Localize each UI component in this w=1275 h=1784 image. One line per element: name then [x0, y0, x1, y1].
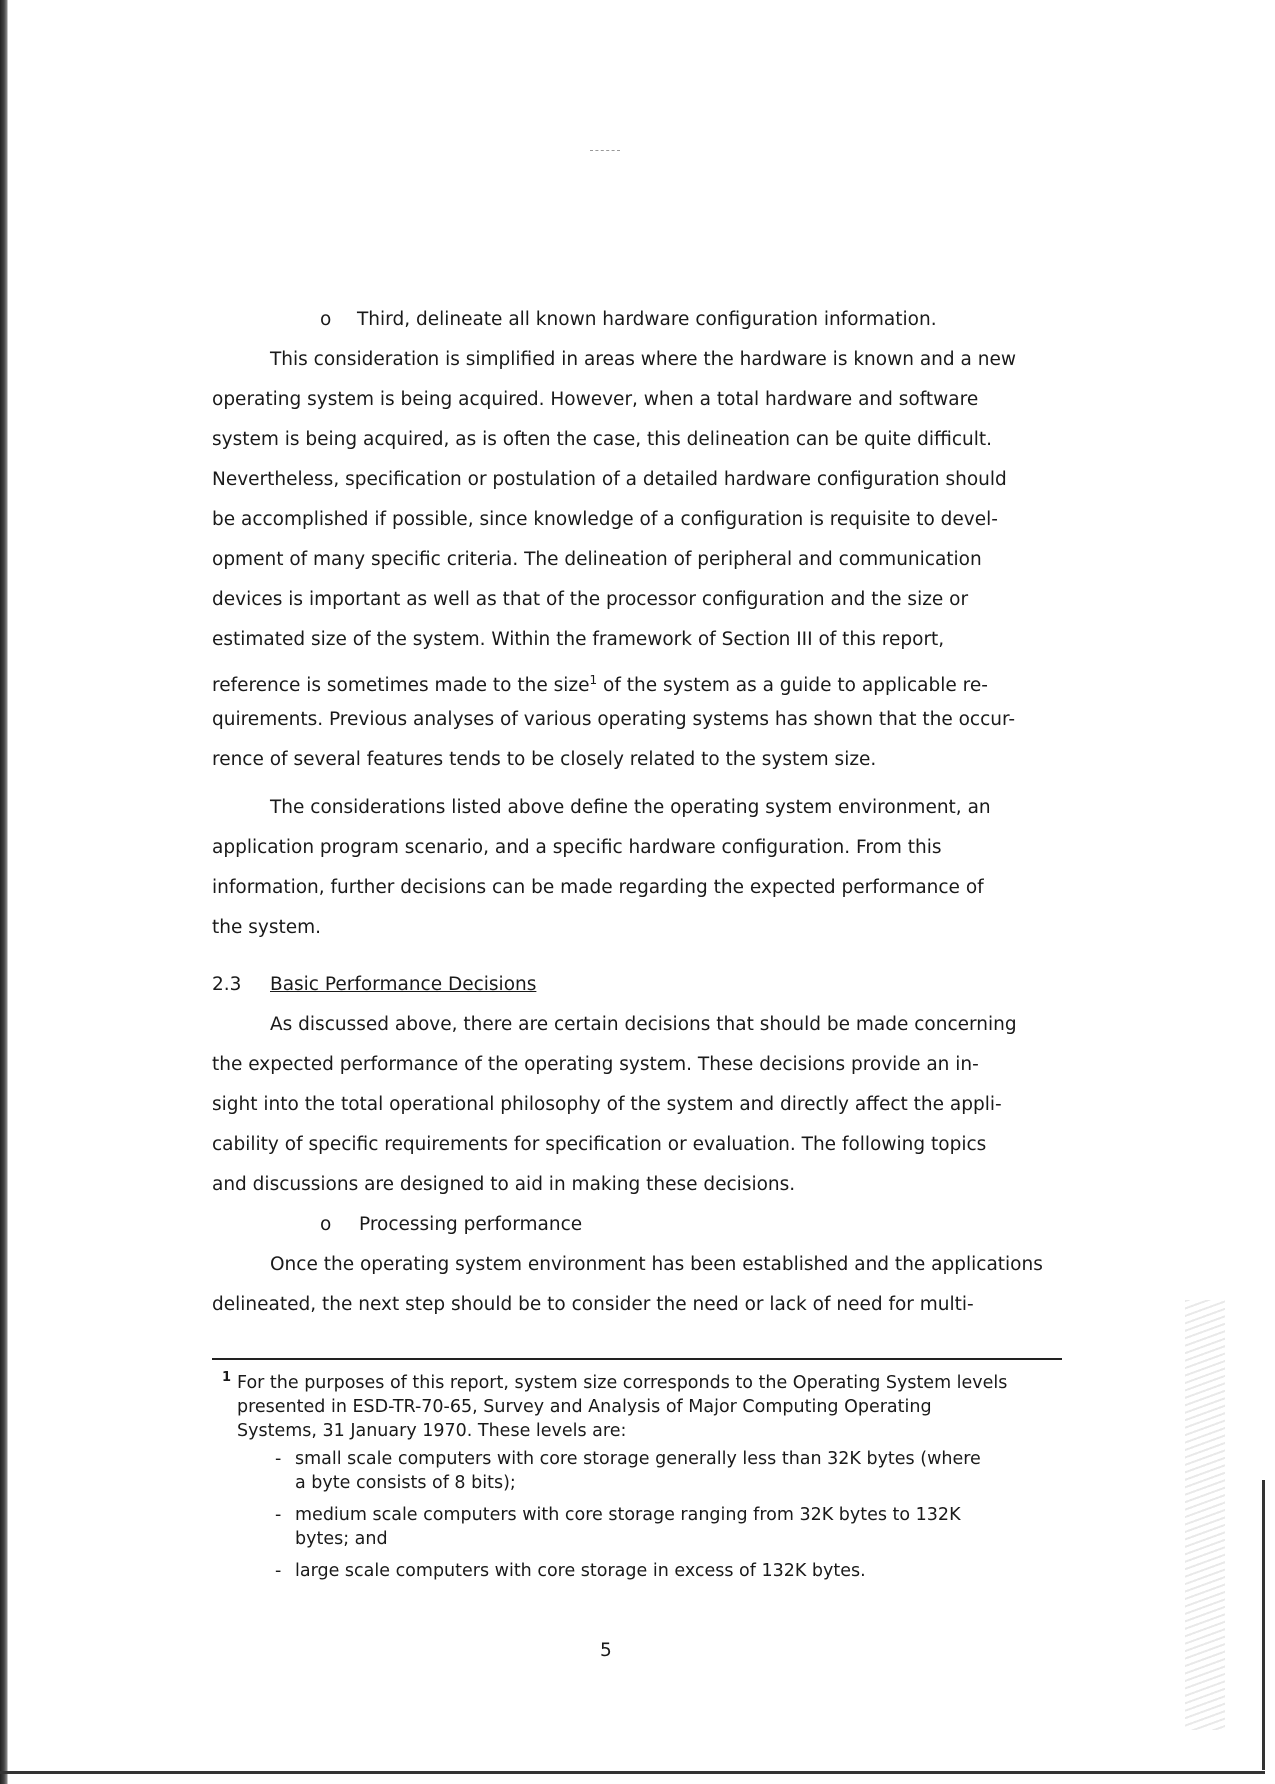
footnote-reference: 1 [589, 673, 598, 687]
paragraph-line: information, further decisions can be made regarding the expected performance of [212, 877, 984, 898]
paragraph-line: The considerations listed above define the operating system environment, an [270, 797, 991, 818]
paragraph-line: be accomplished if possible, since knowledge of a configuration is requisite to devel- [212, 509, 998, 530]
paragraph-line: Once the operating system environment has been established and the applications [270, 1254, 1043, 1275]
footnote-list-item: bytes; and [295, 1529, 388, 1549]
section-number: 2.3 [212, 974, 242, 995]
paragraph-text: of the system as a guide to applicable re- [603, 675, 988, 697]
paragraph-line: sight into the total operational philosophy of the system and directly affect the appli- [212, 1094, 1002, 1115]
paragraph-line: estimated size of the system. Within the framework of Section III of this report, [212, 629, 945, 650]
footnote-marker: 1 [222, 1370, 232, 1385]
paragraph-line: quirements. Previous analyses of various operating systems has shown that the occur- [212, 709, 1016, 730]
paragraph-line: application program scenario, and a specific hardware configuration. From this [212, 837, 942, 858]
page-number: 5 [600, 1640, 612, 1661]
footnote-line: For the purposes of this report, system size corresponds to the Operating System levels [237, 1373, 1008, 1393]
paragraph-line: the expected performance of the operating system. These decisions provide an in- [212, 1054, 979, 1075]
bullet-marker: o [320, 1214, 332, 1235]
scan-mark [590, 150, 620, 151]
paragraph-line: rence of several features tends to be closely related to the system size. [212, 749, 877, 770]
bullet-marker: o [320, 309, 332, 330]
paragraph-line: devices is important as well as that of the processor configuration and the size or [212, 589, 969, 610]
footnote-list-dash: - [275, 1505, 282, 1525]
scan-noise [1185, 1300, 1225, 1730]
paragraph-text: reference is sometimes made to the size [212, 675, 590, 697]
paragraph-line: delineated, the next step should be to consider the need or lack of need for multi- [212, 1294, 974, 1315]
paragraph-line [212, 668, 988, 698]
paragraph-line: system is being acquired, as is often the case, this delineation can be quite difficult. [212, 429, 993, 450]
footnote-list-dash: - [275, 1561, 282, 1581]
footnote-list-item: medium scale computers with core storage ranging from 32K bytes to 132K [295, 1505, 961, 1525]
scan-edge-right [1262, 1480, 1265, 1770]
footnote-line: Systems, 31 January 1970. These levels are: [237, 1421, 627, 1441]
paragraph-line: operating system is being acquired. However, when a total hardware and software [212, 389, 979, 410]
section-title: Basic Performance Decisions [270, 974, 537, 995]
footnote-divider [212, 1358, 1062, 1360]
footnote-list-item: large scale computers with core storage in excess of 132K bytes. [295, 1561, 866, 1581]
paragraph-line: As discussed above, there are certain decisions that should be made concerning [270, 1014, 1017, 1035]
footnote-line: presented in ESD-TR-70-65, Survey and Analysis of Major Computing Operating [237, 1397, 932, 1417]
paragraph-line: opment of many specific criteria. The delineation of peripheral and communication [212, 549, 982, 570]
bullet-text: Third, delineate all known hardware configuration information. [357, 309, 937, 330]
paragraph-line: and discussions are designed to aid in making these decisions. [212, 1174, 796, 1195]
footnote-list-dash: - [275, 1449, 282, 1469]
paragraph-line: Nevertheless, specification or postulation of a detailed hardware configuration should [212, 469, 1007, 490]
scan-edge-bottom [0, 1771, 1265, 1774]
paragraph-line: cability of specific requirements for specification or evaluation. The following topics [212, 1134, 987, 1155]
bullet-text: Processing performance [359, 1214, 583, 1235]
scan-edge-left [0, 0, 8, 1784]
footnote-list-item: small scale computers with core storage generally less than 32K bytes (where [295, 1449, 981, 1469]
paragraph-line: the system. [212, 917, 322, 938]
footnote-list-item: a byte consists of 8 bits); [295, 1473, 516, 1493]
paragraph-line: This consideration is simplified in areas where the hardware is known and a new [270, 349, 1016, 370]
